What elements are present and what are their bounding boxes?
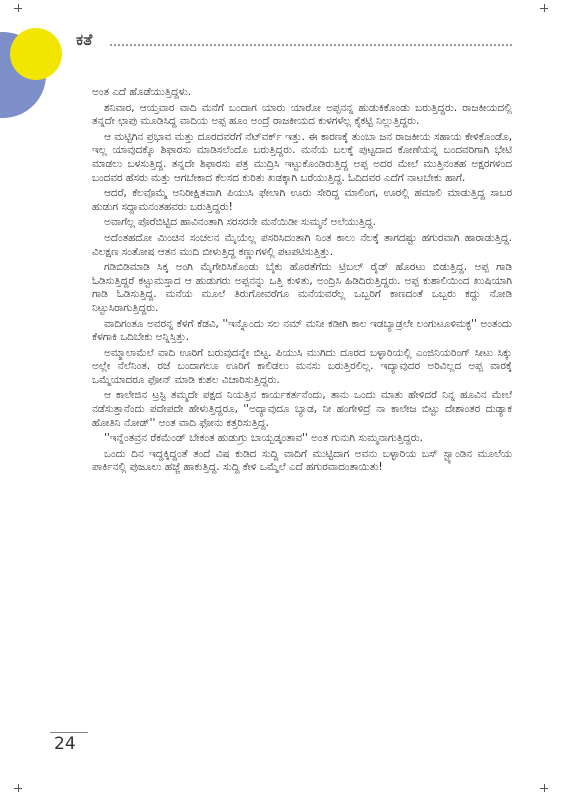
- paragraph: ಆ ಮಟ್ಟಿಗಿನ ಪ್ರಭಾವ ಮತ್ತು ದೂರದವರೆಗೆ ನೆಟ್‌ವರ್ಕ್ ಇತ್ತು. ಈ ಕಾರಣಕ್ಕೆ ತುಂಬಾ ಜನ ರಾಜಕೀಯ ಸಹಾಯ ಕೇಳಿಕೊಂಡೊ, ಇಲ್ಲ ಯಾವುದಕ್ಕೊ ಶಿಫಾರಸು ಮಾಡಿಸಲೆಂದೊ ಬರುತ್ತಿದ್ದರು. ಮನೆಯ ಬಲಕ್ಕೆ ಪುಟ್ಟದಾದ ಕೋಣೆಯನ್ನ ಬಂದವರಿಗಾಗಿ ಭೇಟಿ ಮಾಡಲು ಬಳಸುತ್ತಿದ್ದ. ತನ್ನದೇ ಶಿಫಾರಸು ಪತ್ರ ಮುದ್ರಿಸಿ ಇಟ್ಟುಕೊಂಡಿರುತ್ತಿದ್ದ ಅಪ್ಪ ಅದರ ಮೇಲೆ ಮುತ್ತಿನಂತಹ ಅಕ್ಷರಗಳಿಂದ ಬಂದವರ ಹೆಸರು ಮತ್ತು ಆಗಬೇಕಾದ ಕೆಲಸದ ಕುರಿತು ಖಡಕ್ಕಾಗಿ ಬರೆಯುತ್ತಿದ್ದ. ಓದಿದವರ ಎದೆಗೆ ನಾಟಬೇಕು ಹಾಗೆ.: [92, 130, 512, 184]
- crop-mark: [18, 4, 19, 12]
- page-number: 24: [54, 734, 76, 754]
- paragraph: ಅಮ್ಮಾಲಾಮೆಲೆ ವಾದಿ ಊರಿಗೆ ಬರುವುದನ್ನೇ ಬಿಟ್ಟ. ಪಿಯುಸಿ ಮುಗಿದು ದೂರದ ಬಳ್ಳಾರಿಯಲ್ಲಿ ಎಂಜಿನಿಯರಿಂಗ್ ಸೀಟು ಸಿಕ್ಕು ಅಲ್ಲೇ ನೆಲೆನಿಂತ. ರಜೆ ಬಂದಾಗಲೂ ಊರಿಗೆ ಕಾಲಿಡಲು ಮನಸು ಬರುತ್ತಿರಲಿಲ್ಲ. ಇದ್ಯಾವುದರ ಅರಿವಿಲ್ಲದ ಅಪ್ಪ ವಾರಕ್ಕೆ ಒಮ್ಮೆಯಾದರೂ ಫೋನ್ ಮಾಡಿ ಕುಶಲ ವಿಚಾರಿಸುತ್ತಿದ್ದರು.: [92, 346, 512, 386]
- paragraph: ಒಂದು ದಿನ ಇದ್ದಕ್ಕಿದ್ದಂತೆ ತಂದೆ ವಿಷ ಕುಡಿದ ಸುದ್ದಿ ವಾದಿಗೆ ಮುಟ್ಟಿದಾಗ ಅವನು ಬಳ್ಳಾರಿಯ ಬಸ್ ಸ್ಟ್ಯಾಂಡಿನ ಮೂಲೆಯ ಪಾರ್ಕಿನಲ್ಲಿ ಪುಜೂಲು ಹಜ್ಜೆ ಹಾಕುತ್ತಿದ್ದ. ಸುದ್ದಿ ಕೇಳಿ ಒಮ್ಮೆಲೆ ಎದೆ ಹಗುರವಾದಂತಾಯಿತು!: [92, 447, 512, 474]
- paragraph: ಗಡಿಬಿಡಿಮಾಡಿ ಸಿಕ್ಕ ಅಂಗಿ ಮೈಗೇರಿಸಿಕೊಂಡು ಬೈಕು ಹೊರತೆಗೆದು ಟ್ರಿಬಲ್ ರೈಡ್ ಹೊರಟು ಬಿಡುತ್ತಿದ್ದ. ಅಪ್ಪ ಗಾಡಿ ಓಡಿಸುತ್ತಿದ್ದರೆ ಕಟ್ಟುಮಸ್ತಾದ ಆ ಹುಡುಗರು ಅಪ್ಪನನ್ನು ಒತ್ತಿ ಕುಳಿತು, ಅಂದ್ರಿಸಿ ಹಿಡಿದಿರುತ್ತಿದ್ದರು. ಅಪ್ಪ ಕುಶಾಲಿಯಿಂದ ಖುಷಿಯಾಗಿ ಗಾಡಿ ಓಡಿಸುತ್ತಿದ್ದ. ಮನೆಯ ಮೂಲೆ ತಿರುಗೋವರೆಗೂ ಮನೆಯವರೆಲ್ಲ ಒಬ್ಬರಿಗೆ ಕಾಣದಂತೆ ಒಬ್ಬರು ಕದ್ದು ನೋಡಿ ನಿಟ್ಟುಸಿರಾಗುತ್ತಿದ್ದರು.: [92, 261, 512, 314]
- crop-mark: [544, 4, 545, 12]
- paragraph: ಆದರೆ, ಕೆಲವೊಮ್ಮೆ ಅನಿರೀಕ್ಷಿತವಾಗಿ ಪಿಯುಸಿ ಫೇಲಾಗಿ ಊರು ಸೇರಿದ್ದ ಮಾಲಿಂಗ, ಊರಲ್ಲಿ ಹಮಾಲಿ ಮಾಡುತ್ತಿದ್ದ ಸಾಬರ ಹುಡುಗ ಸದ್ದಾಮನಂತಹವರು ಬರುತ್ತಿದ್ದರು!: [92, 187, 512, 213]
- story-body: [92, 86, 512, 477]
- paragraph: ಅಂತ ಎದೆ ಹೊಡೆಯುತ್ತಿದ್ದಳು.: [92, 86, 192, 98]
- footer-rule: [50, 732, 88, 733]
- paragraph: ಶನಿವಾರ, ಆಯ್ತವಾರ ವಾದಿ ಮನೆಗೆ ಬಂದಾಗ ಯಾರು ಯಾರೋ ಅಪ್ಪನನ್ನ ಹುಡುಕಿಕೊಂಡು ಬರುತ್ತಿದ್ದರು. ರಾಜಕೀಯದಲ್ಲಿ ತನ್ನದೇ ಛಾಪು ಮೂಡಿಸಿದ್ದ ವಾದಿಯ ಅಪ್ಪ ಹೂಂ ಅಂದ್ರೆ ರಾಜಕೀಯದ ಕುಳಗಳೆಲ್ಲ ಕೈಕಟ್ಟಿ ನಿಲ್ಲುತ್ತಿದ್ದರು.: [92, 101, 512, 128]
- paragraph: ಅವಾಗೆಲ್ಲ ಪೊರೆಬಿಟ್ಟಿದ ಹಾವಿನಂತಾಗಿ ಸರಸರನೇ ಮನೆಯಿಡೀ ಸುಮ್ಮನೆ ಅಲೆಯುತ್ತಿದ್ದ.: [104, 216, 376, 229]
- paragraph: ''ಇನ್ನೆಂತವ್ರನ ರೆಕಮೆಂಡ್ ಬೇಕಂತ ಹುಡುಗ್ರು ಬಾಯ್ಬಡ್ಕಂತಾವ'' ಅಂತ ಗುನುಗಿ ಸುಮ್ಮನಾಗುತ್ತಿದ್ದರು.: [104, 432, 423, 445]
- decorative-yellow-circle: [10, 28, 62, 80]
- section-title: ಕತೆ: [76, 30, 93, 49]
- paragraph: ಆ ಕಾಲೇಜಿನ ಟ್ರಸ್ಟಿ ತಮ್ಮದೇ ಪಕ್ಷದ ನಿಯತ್ತಿನ ಕಾರ್ಯಕರ್ತನೆಂದು, ತಾನು ಒಂದು ಮಾತು ಹೇಳಿದರೆ ನಿನ್ನ ಹೂವಿನ ಮೇಲೆ ನಡೆಸುತ್ತಾನೆಂದು ಪದೇಪದೇ ಹೇಳುತ್ತಿದ್ದರೂ, ''ಅದ್ಯಾವುದೂ ಬ್ಯಾಡ, ನೀ ಹಂಗೇಳಿದ್ರೆ ನಾ ಕಾಲೇಜ ಬಿಟ್ಟು ದೇಶಾಂತರ ದುಡ್ಯಾಕ ಹೋತಿನಿ ನೋಡ್'' ಅಂತ ವಾದಿ ಫೋನು ಕತ್ತರಿಸುತ್ತಿದ್ದ.: [92, 389, 512, 429]
- paragraph: ಅದೆಂತಹದೋ ಮಿಂಚಿನ ಸಂಚಲನ ಮೈಯೆಲ್ಲ ಪಸರಿಸಿದಂತಾಗಿ ನಿಂತ ಕಾಲು ನೆಲಕ್ಕೆ ತಾಗದಷ್ಟು ಹಗುರವಾಗಿ ಹಾರಾಡುತ್ತಿದ್ದ. ವಿಲಕ್ಷಣ ಸಂತೋಷ ಆತನ ಮುದಿ ಬೀಳುತ್ತಿದ್ದ ಕಣ್ಣುಗಳಲ್ಲಿ ಪಟಪಟಿಸುತ್ತಿತ್ತು.: [92, 231, 512, 258]
- header-dotted-rule: [110, 44, 512, 46]
- crop-mark: [544, 784, 545, 792]
- crop-mark: [18, 784, 19, 792]
- paragraph: ವಾದಿಗಂತೂ ಅವರನ್ನ ಕೆಳಗೆ ಕೆಡವಿ, ''ಇನ್ನೊಂದು ಸಲ ನಮ್ ಮನೀ ಕಡೀಗಿ ಕಾಲ ಇಡಬ್ಯಾಡ್ರಲೇ ಲಂಗುಟೂಳಿಮಕ್ಳ'' ಅಂತಂದು ಕೆಳಗಾಕಿ ಒದಿಬೇಕು ಅನ್ನಿಸ್ತಿತ್ತು.: [92, 317, 512, 344]
